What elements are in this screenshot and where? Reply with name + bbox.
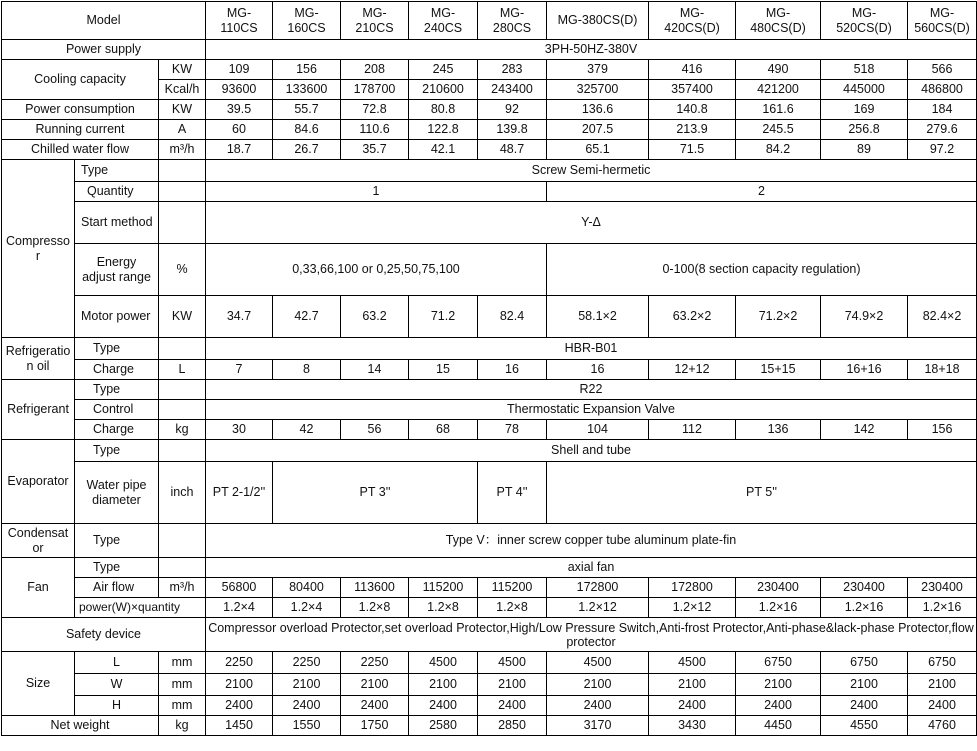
model-name: MG- 560CS(D) [908, 2, 977, 40]
size-h: 2400 [649, 696, 736, 716]
label-air-flow: Air flow [75, 578, 159, 598]
oil-charge: 16 [478, 360, 547, 380]
model-name: MG- 160CS [273, 2, 341, 40]
size-w: 2100 [273, 674, 341, 696]
cooling-kcal: 325700 [547, 80, 649, 100]
chilled-water-flow: 89 [821, 140, 908, 160]
chilled-water-flow: 42.1 [409, 140, 478, 160]
chilled-water-flow: 71.5 [649, 140, 736, 160]
power-consumption: 161.6 [736, 100, 821, 120]
value-oil-type: HBR-B01 [206, 338, 977, 360]
size-w: 2100 [478, 674, 547, 696]
size-w: 2100 [736, 674, 821, 696]
unit: Kcal/h [159, 80, 206, 100]
model-name: MG- 210CS [341, 2, 409, 40]
fan-power: 1.2×4 [273, 598, 341, 618]
cooling-kw: 518 [821, 60, 908, 80]
running-current: 122.8 [409, 120, 478, 140]
size-h: 2400 [908, 696, 977, 716]
value-evaporator-type: Shell and tube [206, 440, 977, 462]
unit: m³/h [159, 578, 206, 598]
table-row [2, 696, 977, 716]
size-w: 2100 [206, 674, 273, 696]
unit: A [159, 120, 206, 140]
refrigerant-charge: 156 [908, 420, 977, 440]
fan-power: 1.2×16 [908, 598, 977, 618]
fan-power: 1.2×12 [547, 598, 649, 618]
refrigerant-charge: 56 [341, 420, 409, 440]
size-w: 2100 [409, 674, 478, 696]
table-row [2, 202, 977, 244]
value-fan-type: axial fan [206, 558, 977, 578]
oil-charge: 15 [409, 360, 478, 380]
fan-power: 1.2×16 [736, 598, 821, 618]
empty-cell [159, 524, 206, 558]
value-water-pipe: PT 3'' [273, 462, 478, 524]
chilled-water-flow: 35.7 [341, 140, 409, 160]
power-consumption: 92 [478, 100, 547, 120]
cooling-kcal: 243400 [478, 80, 547, 100]
empty-cell [159, 440, 206, 462]
label-power-supply: Power supply [2, 40, 206, 60]
cooling-kcal: 178700 [341, 80, 409, 100]
header-model: Model [2, 2, 206, 40]
label-power-consumption: Power consumption [2, 100, 159, 120]
spec-table [1, 1, 977, 736]
fan-power: 1.2×4 [206, 598, 273, 618]
power-consumption: 136.6 [547, 100, 649, 120]
net-weight: 2580 [409, 716, 478, 736]
empty-cell [159, 338, 206, 360]
oil-charge: 12+12 [649, 360, 736, 380]
cooling-kw: 245 [409, 60, 478, 80]
fan-power: 1.2×16 [821, 598, 908, 618]
label-type: Type [75, 160, 159, 182]
size-w: 2100 [908, 674, 977, 696]
label-type: Type [75, 558, 159, 578]
table-row [2, 160, 977, 182]
table-row [2, 182, 977, 202]
size-h: 2400 [547, 696, 649, 716]
model-name: MG- 110CS [206, 2, 273, 40]
size-l: 6750 [736, 652, 821, 674]
table-row [2, 618, 977, 652]
unit: mm [159, 674, 206, 696]
label-net-weight: Net weight [2, 716, 159, 736]
net-weight: 4450 [736, 716, 821, 736]
cooling-kw: 283 [478, 60, 547, 80]
size-l: 4500 [649, 652, 736, 674]
value-quantity: 1 [206, 182, 547, 202]
label-type: Type [75, 440, 159, 462]
power-consumption: 55.7 [273, 100, 341, 120]
label-type: Type [75, 338, 159, 360]
unit: kg [159, 716, 206, 736]
label-chilled-water-flow: Chilled water flow [2, 140, 159, 160]
cooling-kw: 208 [341, 60, 409, 80]
chilled-water-flow: 84.2 [736, 140, 821, 160]
unit: inch [159, 462, 206, 524]
unit: m³/h [159, 140, 206, 160]
model-name: MG- 420CS(D) [649, 2, 736, 40]
label-start-method: Start method [75, 202, 159, 244]
value-energy-range: 0-100(8 section capacity regulation) [547, 244, 977, 296]
table-row [2, 360, 977, 380]
size-w: 2100 [821, 674, 908, 696]
oil-charge: 16 [547, 360, 649, 380]
model-name: MG- 480CS(D) [736, 2, 821, 40]
table-row [2, 578, 977, 598]
running-current: 139.8 [478, 120, 547, 140]
motor-power: 82.4×2 [908, 296, 977, 338]
value-power-supply: 3PH-50HZ-380V [206, 40, 977, 60]
value-energy-range: 0,33,66,100 or 0,25,50,75,100 [206, 244, 547, 296]
value-safety-device: Compressor overload Protector,set overload Protector,High/Low Pressure Switch,Anti-frost Protector,Anti-phase&lack-phase Protector,flow protector [206, 618, 977, 652]
unit: kg [159, 420, 206, 440]
table-row [2, 652, 977, 674]
motor-power: 74.9×2 [821, 296, 908, 338]
chilled-water-flow: 18.7 [206, 140, 273, 160]
label-evaporator: Evaporator [2, 440, 75, 524]
table-row [2, 40, 977, 60]
table-row [2, 296, 977, 338]
size-h: 2400 [341, 696, 409, 716]
unit: mm [159, 652, 206, 674]
cooling-kw: 379 [547, 60, 649, 80]
value-refrigerant-type: R22 [206, 380, 977, 400]
motor-power: 34.7 [206, 296, 273, 338]
cooling-kcal: 210600 [409, 80, 478, 100]
motor-power: 71.2 [409, 296, 478, 338]
table-row [2, 140, 977, 160]
oil-charge: 15+15 [736, 360, 821, 380]
model-name: MG- 240CS [409, 2, 478, 40]
running-current: 279.6 [908, 120, 977, 140]
refrigerant-charge: 30 [206, 420, 273, 440]
oil-charge: 18+18 [908, 360, 977, 380]
size-l: 4500 [547, 652, 649, 674]
size-l: 6750 [821, 652, 908, 674]
unit: L [159, 360, 206, 380]
cooling-kcal: 93600 [206, 80, 273, 100]
air-flow: 230400 [736, 578, 821, 598]
size-w: 2100 [341, 674, 409, 696]
power-consumption: 72.8 [341, 100, 409, 120]
cooling-kw: 566 [908, 60, 977, 80]
cooling-kw: 416 [649, 60, 736, 80]
cooling-kw: 156 [273, 60, 341, 80]
size-h: 2400 [409, 696, 478, 716]
label-fan: Fan [2, 558, 75, 618]
air-flow: 172800 [649, 578, 736, 598]
empty-cell [159, 202, 206, 244]
air-flow: 230400 [908, 578, 977, 598]
size-h: 2400 [821, 696, 908, 716]
fan-power: 1.2×8 [341, 598, 409, 618]
size-l: 4500 [478, 652, 547, 674]
size-l: 2250 [273, 652, 341, 674]
net-weight: 1450 [206, 716, 273, 736]
label-type: Type [75, 380, 159, 400]
table-row [2, 380, 977, 400]
label-energy-adjust-range: Energy adjust range [75, 244, 159, 296]
size-l: 4500 [409, 652, 478, 674]
label-height: H [75, 696, 159, 716]
chilled-water-flow: 26.7 [273, 140, 341, 160]
empty-cell [159, 400, 206, 420]
running-current: 256.8 [821, 120, 908, 140]
air-flow: 113600 [341, 578, 409, 598]
table-row [2, 100, 977, 120]
cooling-kw: 490 [736, 60, 821, 80]
table-row [2, 400, 977, 420]
power-consumption: 140.8 [649, 100, 736, 120]
label-refrigeration-oil: Refrigeratio n oil [2, 338, 75, 380]
model-name: MG- 280CS [478, 2, 547, 40]
air-flow: 172800 [547, 578, 649, 598]
table-row [2, 524, 977, 558]
value-quantity: 2 [547, 182, 977, 202]
net-weight: 2850 [478, 716, 547, 736]
label-motor-power: Motor power [75, 296, 159, 338]
size-h: 2400 [478, 696, 547, 716]
running-current: 60 [206, 120, 273, 140]
label-charge: Charge [75, 360, 159, 380]
motor-power: 63.2 [341, 296, 409, 338]
label-safety-device: Safety device [2, 618, 206, 652]
net-weight: 1750 [341, 716, 409, 736]
value-compressor-type: Screw Semi-hermetic [206, 160, 977, 182]
label-control: Control [75, 400, 159, 420]
motor-power: 58.1×2 [547, 296, 649, 338]
label-charge: Charge [75, 420, 159, 440]
motor-power: 82.4 [478, 296, 547, 338]
power-consumption: 80.8 [409, 100, 478, 120]
table-row [2, 60, 977, 80]
table-row [2, 716, 977, 736]
label-length: L [75, 652, 159, 674]
label-condensator: Condensat or [2, 524, 75, 558]
empty-cell [159, 182, 206, 202]
value-water-pipe: PT 4'' [478, 462, 547, 524]
refrigerant-charge: 136 [736, 420, 821, 440]
value-water-pipe: PT 2-1/2'' [206, 462, 273, 524]
table-row [2, 598, 977, 618]
motor-power: 42.7 [273, 296, 341, 338]
chilled-water-flow: 97.2 [908, 140, 977, 160]
model-name: MG-380CS(D) [547, 2, 649, 40]
oil-charge: 16+16 [821, 360, 908, 380]
air-flow: 115200 [478, 578, 547, 598]
value-water-pipe: PT 5'' [547, 462, 977, 524]
refrigerant-charge: 68 [409, 420, 478, 440]
fan-power: 1.2×8 [478, 598, 547, 618]
table-row [2, 674, 977, 696]
oil-charge: 8 [273, 360, 341, 380]
label-refrigerant: Refrigerant [2, 380, 75, 440]
fan-power: 1.2×12 [649, 598, 736, 618]
power-consumption: 184 [908, 100, 977, 120]
refrigerant-charge: 142 [821, 420, 908, 440]
air-flow: 56800 [206, 578, 273, 598]
refrigerant-charge: 104 [547, 420, 649, 440]
cooling-kcal: 445000 [821, 80, 908, 100]
cooling-kcal: 357400 [649, 80, 736, 100]
size-h: 2400 [273, 696, 341, 716]
size-l: 2250 [341, 652, 409, 674]
table-row [2, 440, 977, 462]
size-l: 6750 [908, 652, 977, 674]
size-w: 2100 [649, 674, 736, 696]
net-weight: 1550 [273, 716, 341, 736]
table-row [2, 338, 977, 360]
running-current: 213.9 [649, 120, 736, 140]
table-row [2, 420, 977, 440]
label-quantity: Quantity [75, 182, 159, 202]
motor-power: 63.2×2 [649, 296, 736, 338]
size-h: 2400 [736, 696, 821, 716]
chilled-water-flow: 48.7 [478, 140, 547, 160]
unit: mm [159, 696, 206, 716]
empty-cell [159, 558, 206, 578]
power-consumption: 169 [821, 100, 908, 120]
power-consumption: 39.5 [206, 100, 273, 120]
label-fan-power: power(W)×quantity [75, 598, 206, 618]
value-start-method: Y-Δ [206, 202, 977, 244]
size-w: 2100 [547, 674, 649, 696]
label-running-current: Running current [2, 120, 159, 140]
net-weight: 3170 [547, 716, 649, 736]
empty-cell [159, 160, 206, 182]
label-type: Type [75, 524, 159, 558]
running-current: 84.6 [273, 120, 341, 140]
oil-charge: 7 [206, 360, 273, 380]
net-weight: 3430 [649, 716, 736, 736]
size-l: 2250 [206, 652, 273, 674]
value-refrigerant-control: Thermostatic Expansion Valve [206, 400, 977, 420]
label-water-pipe-diameter: Water pipe diameter [75, 462, 159, 524]
fan-power: 1.2×8 [409, 598, 478, 618]
air-flow: 115200 [409, 578, 478, 598]
air-flow: 80400 [273, 578, 341, 598]
size-h: 2400 [206, 696, 273, 716]
table-row [2, 120, 977, 140]
cooling-kcal: 486800 [908, 80, 977, 100]
unit: KW [159, 296, 206, 338]
unit: KW [159, 100, 206, 120]
label-compressor: Compresso r [2, 160, 75, 338]
empty-cell [159, 380, 206, 400]
label-cooling-capacity: Cooling capacity [2, 60, 159, 100]
model-name: MG- 520CS(D) [821, 2, 908, 40]
oil-charge: 14 [341, 360, 409, 380]
air-flow: 230400 [821, 578, 908, 598]
spec-table-body [2, 2, 977, 736]
motor-power: 71.2×2 [736, 296, 821, 338]
unit: % [159, 244, 206, 296]
table-row [2, 244, 977, 296]
table-row [2, 2, 977, 40]
cooling-kcal: 421200 [736, 80, 821, 100]
running-current: 110.6 [341, 120, 409, 140]
net-weight: 4550 [821, 716, 908, 736]
refrigerant-charge: 112 [649, 420, 736, 440]
value-condensator-type: Type V：inner screw copper tube aluminum plate-fin [206, 524, 977, 558]
cooling-kw: 109 [206, 60, 273, 80]
running-current: 245.5 [736, 120, 821, 140]
cooling-kcal: 133600 [273, 80, 341, 100]
unit: KW [159, 60, 206, 80]
label-width: W [75, 674, 159, 696]
refrigerant-charge: 78 [478, 420, 547, 440]
table-row [2, 558, 977, 578]
refrigerant-charge: 42 [273, 420, 341, 440]
table-row [2, 462, 977, 524]
running-current: 207.5 [547, 120, 649, 140]
chilled-water-flow: 65.1 [547, 140, 649, 160]
net-weight: 4760 [908, 716, 977, 736]
label-size: Size [2, 652, 75, 716]
